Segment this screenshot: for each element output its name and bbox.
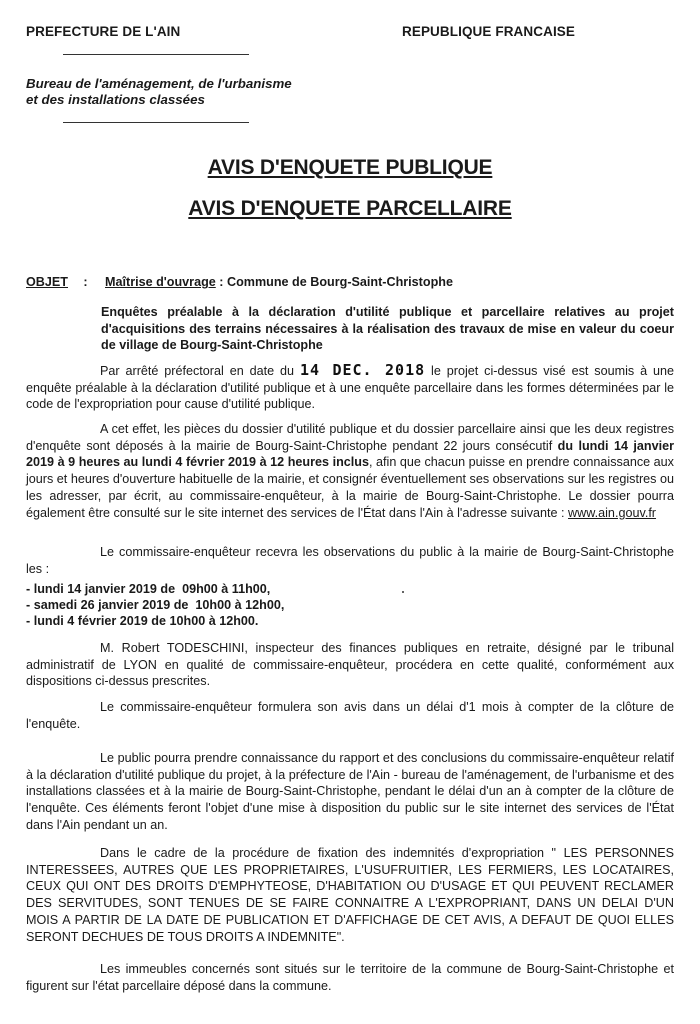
paragraph-dossier: A cet effet, les pièces du dossier d'utilité publique et du dossier parcellaire ainsi que les deux registres d'enquête sont déposés à la mairie de Bourg-Saint-Christophe pendant 22 jours consécutif du lundi 14 janvier 2019 à 9 heures au lundi 4 février 2019 à 12 heures inclus, afin que chacun puisse en prendre connaissance aux jours et heures d'ouverture habituelle de la mairie, et consignér éventuellement ses observations sur les registres ou les adresser, par écrit, au commissaire-enquêteur, à la mairie de Bourg-Saint-Christophe. Le dossier pourra également être consulté sur le site internet des services de l'État dans l'Ain à l'adresse suivante : www.ain.gouv.fr xyxy=(26,422,674,520)
bureau-line-1: Bureau de l'aménagement, de l'urbanisme xyxy=(26,76,292,91)
permanences-list xyxy=(26,581,284,629)
prefecture-header: PREFECTURE DE L'AIN xyxy=(26,24,181,39)
title-enquete-publique: AVIS D'ENQUETE PUBLIQUE xyxy=(207,156,493,179)
paragraph-commissaire: M. Robert TODESCHINI, inspecteur des finances publiques en retraite, désigné par le tribunal administratif de LYON en qualité de commissaire-enquêteur, procédera en cette qualité, conformément aux dispositions ci-dessus prescrites. xyxy=(26,641,674,689)
maitrise-label: Maîtrise d'ouvrage xyxy=(105,275,216,289)
bureau-line-2: et des installations classées xyxy=(26,92,205,107)
objet-row xyxy=(26,275,453,289)
header-divider-bottom xyxy=(63,122,249,123)
paragraph-arrete: Par arrêté préfectoral en date du 14 DEC. 2018 le projet ci-dessus visé est soumis à une enquête préalable à la déclaration d'utilité publique et à une enquête parcellaire dans les formes déterminées par le code de l'expropriation pour cause d'utilité publique. xyxy=(26,361,674,412)
title-enquete-parcellaire: AVIS D'ENQUETE PARCELLAIRE xyxy=(188,197,512,220)
paragraph-immeubles: Les immeubles concernés sont situés sur le territoire de la commune de Bourg-Saint-Christophe et figurent sur l'état parcellaire déposé dans la commune. xyxy=(26,962,674,993)
objet-description: Enquêtes préalable à la déclaration d'utilité publique et parcellaire relatives au projet d'acquisitions des terrains nécessaires à la réalisation des travaux de mise en valeur du coeur de village de Bourg-Saint-Christophe xyxy=(101,305,674,352)
republique-header: REPUBLIQUE FRANCAISE xyxy=(402,24,576,39)
header-divider-top xyxy=(63,54,249,55)
paragraph-rapport: Le public pourra prendre connaissance du rapport et des conclusions du commissaire-enquêteur relatif à la déclaration d'utilité publique du projet, à la préfecture de l'Ain - bureau de l'aménagement, de l'urbanisme et des installations classées et à la mairie de Bourg-Saint-Christophe, pendant le délai d'un an à compter de la clôture de l'enquête. Ces éléments feront l'objet d'une mise à disposition du public sur le site internet des services de l'État dans l'Ain pendant un an. xyxy=(26,751,674,832)
paragraph-permanences-intro: Le commissaire-enquêteur recevra les observations du public à la mairie de Bourg-Saint-Christophe les : xyxy=(26,545,674,576)
permanence-item: - lundi 4 février 2019 de 10h00 à 12h00. xyxy=(26,614,259,628)
objet-colon: : xyxy=(83,275,88,289)
date-stamp: 14 DEC. 2018 xyxy=(299,361,426,379)
scan-speck xyxy=(402,591,404,593)
bureau-name xyxy=(26,76,292,108)
paragraph-delai-avis: Le commissaire-enquêteur formulera son avis dans un délai d'1 mois à compter de la clôture de l'enquête. xyxy=(26,700,674,731)
objet-label: OBJET xyxy=(26,275,68,289)
enquete-dates: du lundi 14 janvier 2019 à 9 heures au lundi 4 février 2019 à 12 heures inclus xyxy=(26,438,674,470)
permanence-item: - lundi 14 janvier 2019 de 09h00 à 11h00, xyxy=(26,582,271,596)
paragraph-indemnites: Dans le cadre de la procédure de fixation des indemnités d'expropriation " LES PERSONNES INTERESSEES, AUTRES QUE LES PROPRIETAIRES, L'USUFRUITIER, LES FERMIERS, LES LOCATAIRES, CEUX QUI ONT DES DROITS D'EMPHYTEOSE, D'HABITATION OU D'USAGE ET QUI PEUVENT RECLAMER DES SERVITUDES, SONT TENUES DE SE FAIRE CONNAITRE A L'EXPROPRIANT, DANS UN DELAI D'UN MOIS A PARTIR DE LA DATE DE PUBLICATION ET D'AFFICHAGE DE CET AVIS, A DEFAUT DE QUOI ELLES SERONT DECHUES DE TOUS DROITS A INDEMNITE". xyxy=(26,846,674,944)
permanence-item: - samedi 26 janvier 2019 de 10h00 à 12h00, xyxy=(26,598,285,612)
maitrise-value: : Commune de Bourg-Saint-Christophe xyxy=(215,275,453,289)
ain-gouv-link[interactable]: www.ain.gouv.fr xyxy=(568,505,657,520)
